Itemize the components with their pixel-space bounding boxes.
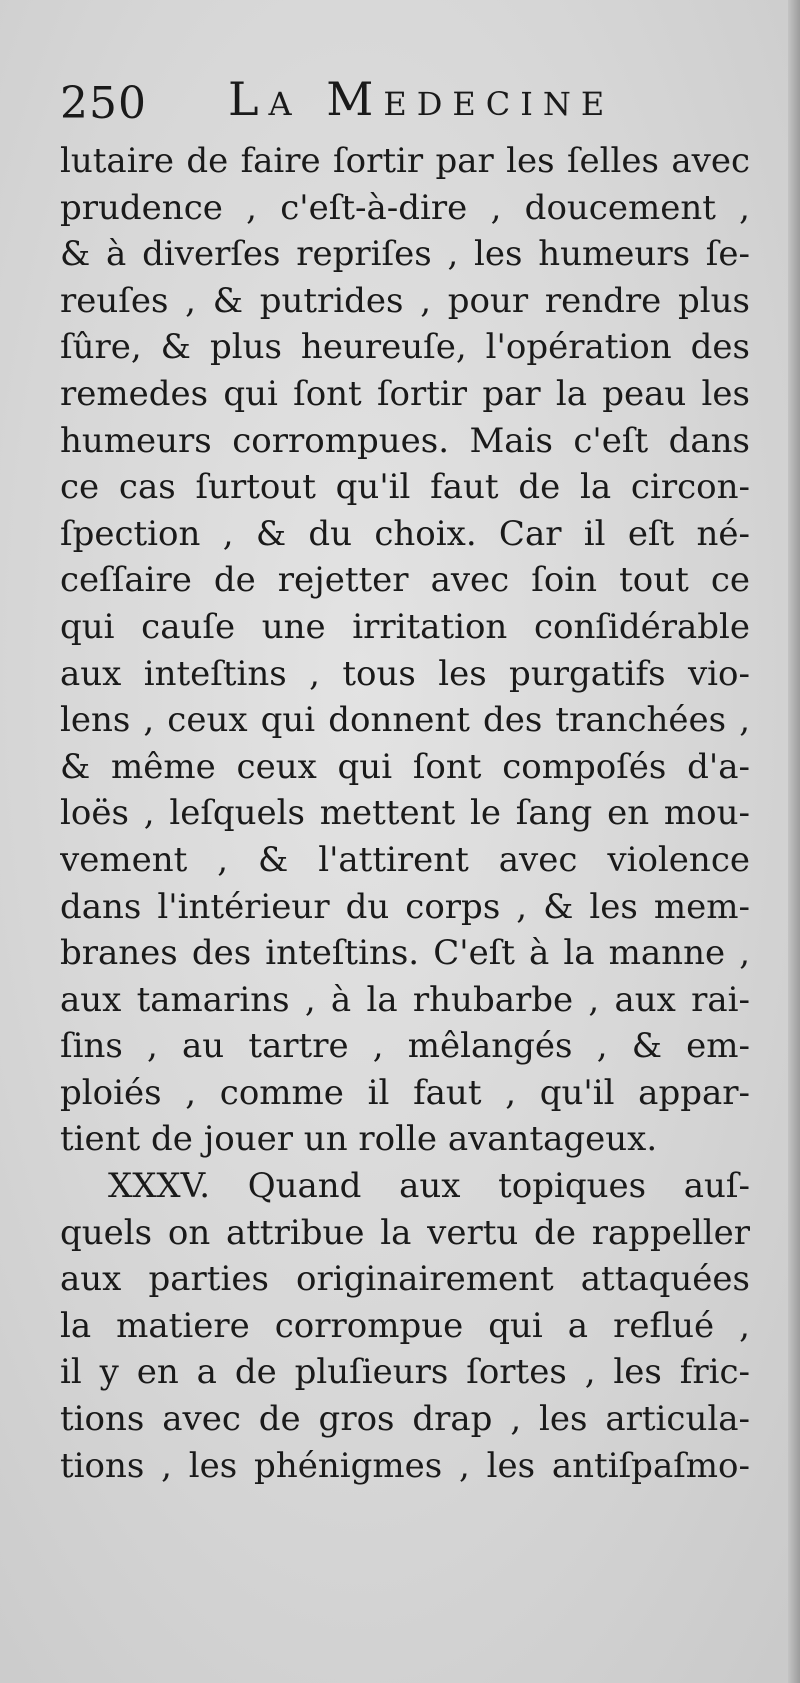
text-line: tions , les phénigmes , les antiſpaſmo- xyxy=(60,1445,750,1486)
text-line: & à diverſes repriſes , les humeurs ſe- xyxy=(60,234,750,275)
text-line: prudence , c'eſt-à-dire , doucement , xyxy=(60,187,750,228)
text-line: ſûre, & plus heureuſe, l'opération des xyxy=(60,327,750,368)
text-line: quels on attribue la vertu de rappeller xyxy=(60,1212,750,1253)
text-line: branes des inteſtins. C'eſt à la manne , xyxy=(60,933,750,974)
text-line: reuſes , & putrides , pour rendre plus xyxy=(60,280,750,321)
text-line: ploiés , comme il faut , qu'il appar- xyxy=(60,1072,750,1113)
text-line: aux tamarins , à la rhubarbe , aux rai- xyxy=(60,979,750,1020)
text-line: lutaire de faire ſortir par les ſelles avec xyxy=(60,141,750,181)
text-line: tions avec de gros drap , les articula- xyxy=(60,1399,750,1440)
text-line-paragraph-end: tient de jouer un rolle avantageux. xyxy=(60,1119,658,1160)
text-line: aux inteſtins , tous les purgatifs vio- xyxy=(60,653,750,694)
text-line: vement , & l'attirent avec violence xyxy=(60,839,750,880)
text-line: la matiere corrompue qui a reflué , xyxy=(60,1305,750,1346)
text-line: remedes qui ſont ſortir par la peau les xyxy=(60,373,750,414)
text-line: aux parties originairement attaquées xyxy=(60,1259,750,1300)
text-line: lens , ceux qui donnent des tranchées , xyxy=(60,700,750,741)
text-line: loës , leſquels mettent le ſang en mou- xyxy=(60,793,750,834)
text-line: il y en a de pluſieurs ſortes , les fric- xyxy=(60,1352,750,1393)
page-number: 250 xyxy=(60,78,147,129)
text-line: humeurs corrompues. Mais c'eſt dans xyxy=(60,420,750,461)
text-line: qui cauſe une irritation conſidérable xyxy=(60,606,750,647)
page-header xyxy=(60,72,760,142)
page-edge-shadow xyxy=(788,0,800,1683)
body-text xyxy=(60,138,750,1489)
text-line: ce cas ſurtout qu'il faut de la circon- xyxy=(60,467,750,508)
text-line: ceſſaire de rejetter avec ſoin tout ce xyxy=(60,560,750,601)
text-line-section-start: XXXV. Quand aux topiques auſ- xyxy=(108,1166,750,1207)
running-title: La Medecine xyxy=(228,72,615,126)
text-line: ſpection , & du choix. Car il eſt né- xyxy=(60,513,750,554)
text-line: ſins , au tartre , mêlangés , & em- xyxy=(60,1026,750,1067)
text-line: & même ceux qui ſont compoſés d'a- xyxy=(60,746,750,787)
text-line: dans l'intérieur du corps , & les mem- xyxy=(60,886,750,927)
